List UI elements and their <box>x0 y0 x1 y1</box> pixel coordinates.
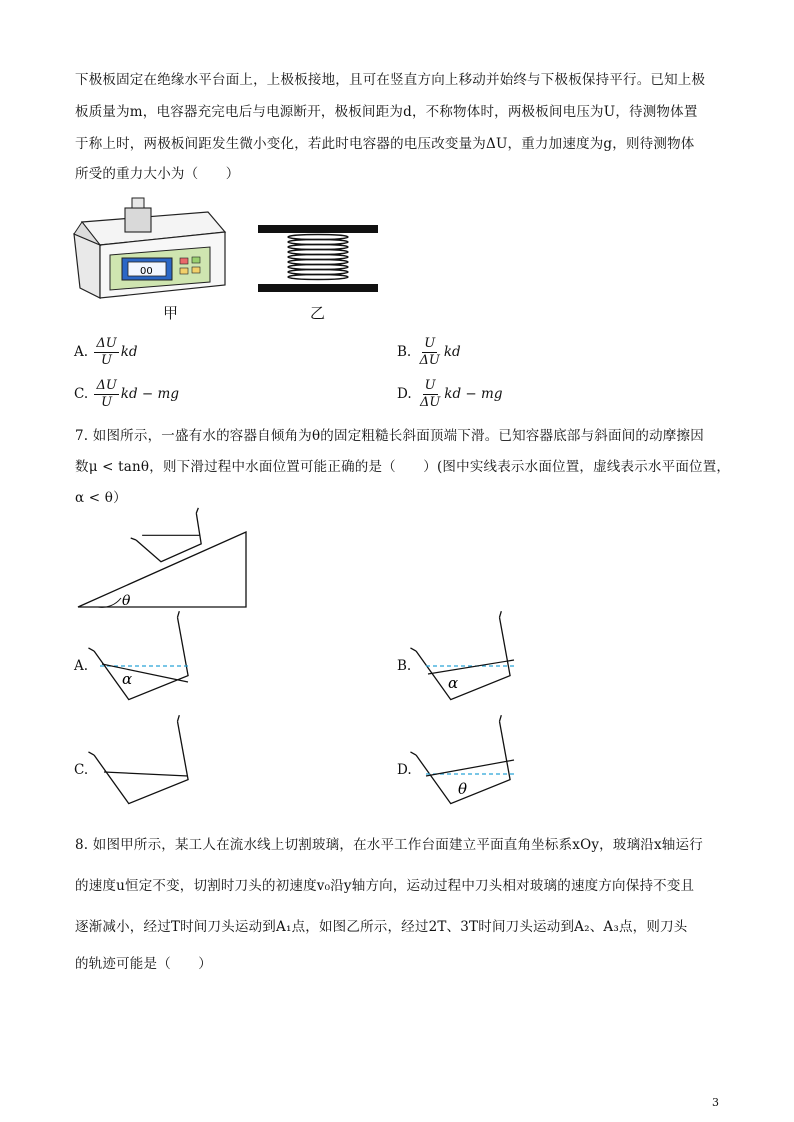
q7-line-2: 数μ < tanθ，则下滑过程中水面位置可能正确的是（ ）(图中实线表示水面位置，虚线表示水平面位置， <box>75 459 731 475</box>
q8-line-3: 逐渐减小，经过T时间刀头运动到A₁点，如图乙所示，经过2T、3T时间刀头运动到A₂、A₃点，则刀头 <box>75 919 688 935</box>
q7-option-a-letter: A. <box>74 658 89 674</box>
q7-option-a-figure <box>92 622 202 702</box>
q7-option-d-letter: D. <box>397 762 412 778</box>
q7-option-a-angle: α <box>122 670 133 688</box>
q7-option-c-letter: C. <box>74 762 89 778</box>
q6-option-d: D. $\frac{U}{\Delta U}$ kd − mg <box>397 378 503 410</box>
q7-option-d-angle: θ <box>458 780 468 798</box>
q6-line-4: 所受的重力大小为（ ） <box>75 166 240 182</box>
q7-option-b-figure <box>414 622 524 702</box>
q7-option-d-figure <box>414 726 524 806</box>
scale-figure <box>70 190 230 305</box>
q8-line-4: 的轨迹可能是（ ） <box>75 956 212 972</box>
q7-line-3: α < θ） <box>75 490 127 506</box>
q6-line-2: 板质量为m，电容器充完电后与电源断开，极板间距为d，不称物体时，两极板间电压为U，待测物体置 <box>75 104 698 120</box>
q7-option-b-angle: α <box>448 674 459 692</box>
q6-option-b: B. $\frac{U}{\Delta U}$ kd <box>397 336 461 368</box>
incline-figure <box>76 510 251 610</box>
scale-display-text: 00 <box>140 266 153 277</box>
q8-line-2: 的速度u恒定不变，切割时刀头的初速度v₀沿y轴方向，运动过程中刀头相对玻璃的速度方向保持不变且 <box>75 878 695 894</box>
fig-caption-b: 乙 <box>310 304 326 322</box>
slope-angle-label: θ <box>122 593 131 609</box>
q6-option-c: C. $\frac{\Delta U}{U}$ kd − mg <box>74 378 179 410</box>
page-number: 3 <box>712 1096 719 1109</box>
q7-line-1: 7. 如图所示，一盛有水的容器自倾角为θ的固定粗糙长斜面顶端下滑。已知容器底部与斜面间的动摩擦因 <box>75 428 704 444</box>
q7-option-c-figure <box>92 726 202 806</box>
q6-line-3: 于称上时，两极板间距发生微小变化，若此时电容器的电压改变量为ΔU，重力加速度为g，则待测物体 <box>75 136 695 152</box>
capacitor-spring-figure <box>258 222 378 297</box>
q6-option-a: A. $\frac{\Delta U}{U}$ kd <box>74 336 138 368</box>
fig-caption-a: 甲 <box>163 304 179 322</box>
q7-option-b-letter: B. <box>397 658 412 674</box>
q6-line-1: 下极板固定在绝缘水平台面上，上极板接地，且可在竖直方向上移动并始终与下极板保持平行。已知上极 <box>75 72 706 88</box>
q8-line-1: 8. 如图甲所示，某工人在流水线上切割玻璃，在水平工作台面建立平面直角坐标系xOy，玻璃沿x轴运行 <box>75 837 703 853</box>
